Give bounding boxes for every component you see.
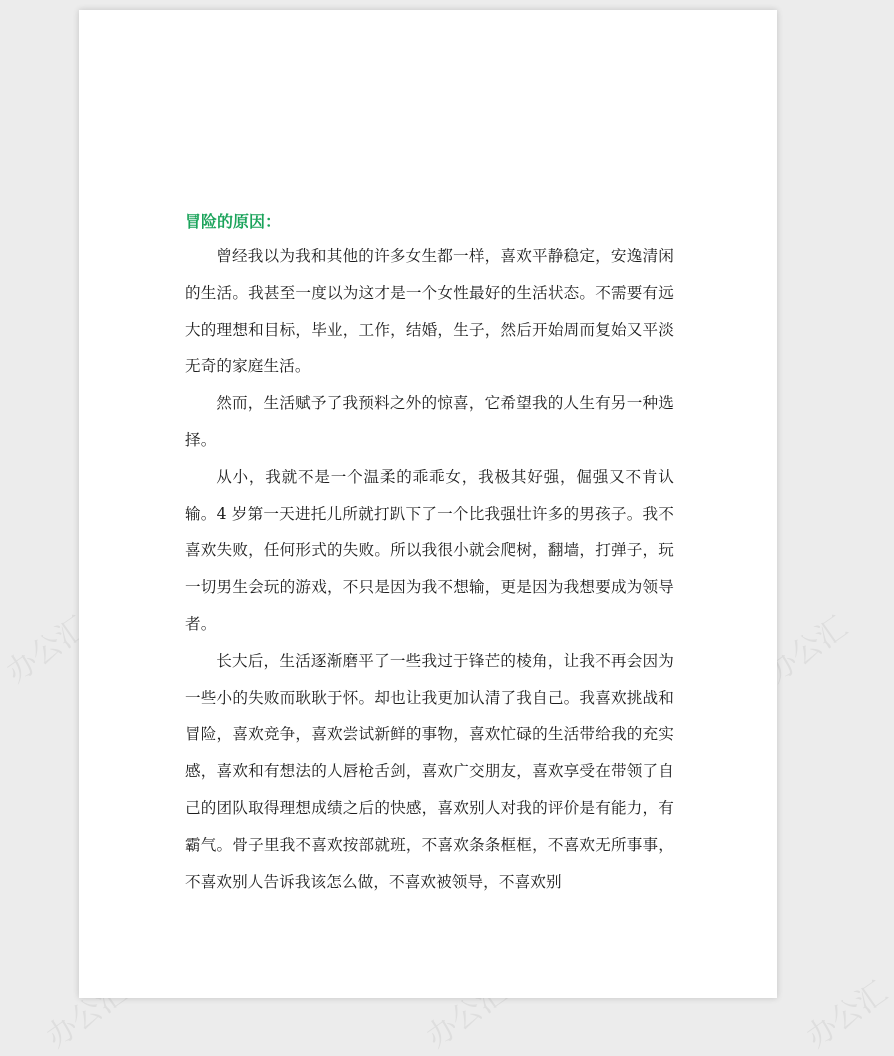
watermark-bottom-right: 办公汇 — [800, 974, 894, 1056]
paragraph-3: 从小，我就不是一个温柔的乖乖女，我极其好强，倔强又不肯认输。4 岁第一天进托儿所就打趴下了一个比我强壮许多的男孩子。我不喜欢失败，任何形式的失败。所以我很小就会爬树，翻墙，打弹子，玩一切男生会玩的游戏，不只是因为我不想输，更是因为我想要成为领导者。 — [185, 467, 674, 633]
paragraph-4: 长大后，生活逐渐磨平了一些我过于锋芒的棱角，让我不再会因为一些小的失败而耿耿于怀。却也让我更加认清了我自己。我喜欢挑战和冒险，喜欢竞争，喜欢尝试新鲜的事物，喜欢忙碌的生活带给我的充实感，喜欢和有想法的人唇枪舌剑，喜欢广交朋友，喜欢享受在带领了自己的团队取得理想成绩之后的快感，喜欢别人对我的评价是有能力，有霸气。骨子里我不喜欢按部就班，不喜欢条条框框，不喜欢无所事事，不喜欢别人告诉我该怎么做，不喜欢被领导，不喜欢别 — [185, 651, 674, 891]
paragraph-2: 然而，生活赋予了我预料之外的惊喜，它希望我的人生有另一种选择。 — [185, 394, 674, 449]
watermark-right: 办公汇 — [760, 609, 854, 691]
document-body — [185, 210, 674, 900]
watermark-bottom-center: 办公汇 — [420, 974, 514, 1056]
document-page — [79, 10, 777, 998]
section-heading: 冒险的原因： — [185, 212, 282, 231]
paragraph-1: 曾经我以为我和其他的许多女生都一样，喜欢平静稳定，安逸清闲的生活。我甚至一度以为这才是一个女性最好的生活状态。不需要有远大的理想和目标，毕业，工作，结婚，生子，然后开始周而复始又平淡无奇的家庭生活。 — [185, 247, 674, 376]
watermark-left: 办公汇 — [0, 609, 94, 691]
watermark-bottom-left: 办公汇 — [40, 974, 134, 1056]
